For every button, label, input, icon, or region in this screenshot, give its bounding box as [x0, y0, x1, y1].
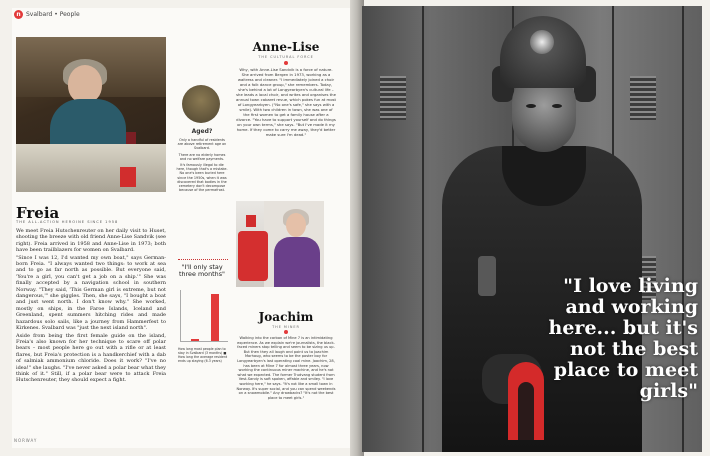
anne-lise-heading: Anne-Lise: [252, 40, 320, 54]
stay-quote: "I'll only stay three months": [179, 263, 225, 279]
joachim-article: Walking into the carbon of Mine 7 is an intimidating experience. As we explain we're journalists, the black-faced miners stop telling and seem to be sizing us up. But then they all laugh and point us to Joachim Morhaug, who seems to be the poster boy for Longyearbyen's last operating coal mine. Joachim, 28, has been at Mine 7 for almost three years, now working the continuous miner machine, and he's not what we expected. The former Trudvang student from Vest-Sandy is soft spoken, affable and smiley. "I love working here," he says. "It's not like a small town in Norway. It's super social, and you can spend weekends on a snowmobile." Any drawbacks? "It's not the best place to meet girls.": [236, 336, 336, 400]
freia-paragraph: We meet Freia Hutschenreuter on her daily visit to Huset, shooting the breeze with old friend Anne-Lise Sandvik (see right). Freia arrived in 1958 and Anne-Lise in 1973; both have been trailblazers for women on Svalbard.: [16, 228, 166, 254]
anne-lise-article: Why, with Anne-Lise Sandvik is a force of nature. She arrived from Bergen in 1973, working as a waitress and cleaner. "I immediately joined a choir and a folk dance group," she remembers. Today, she's behind a lot of Longyearbyen's cultural life – she leads a local choir, and writes and organises the annual town cabaret revue, which pokes fun at most of Longyearbyen. ("No one's safe," she says with a smile). With two children in town, she was one of the first women to get a family house after a divorce. "You have to support yourself and do things on your own terms," she says. "But I've made it my home. If they come to carry me away, they'd better make sure I'm dead.": [236, 67, 336, 137]
aged-heading: Aged?: [191, 128, 213, 135]
bullet-dot-icon: [284, 61, 288, 65]
anne-lise-photo: [236, 201, 324, 287]
aged-fact: It's famously illegal to die here, though that's a mistake. No one's been buried here since the 1950s, when it was discovered that bodies in the cemetery don't decompose because of the permafrost.: [176, 163, 228, 193]
joachim-subtitle: THE MINER: [272, 325, 300, 329]
freia-photo: [16, 37, 166, 192]
svalbard-photo-circle: [182, 85, 220, 123]
aged-fact: There are no elderly homes and no welfare payments.: [178, 152, 226, 161]
aged-fact: Only a handful of residents are above retirement age on Svalbard.: [177, 138, 227, 151]
joachim-heading: Joachim: [258, 310, 314, 324]
section-header: [14, 10, 80, 19]
divider: [178, 259, 228, 260]
headlamp-icon: [530, 30, 554, 54]
bullet-dot-icon: [284, 330, 288, 334]
freia-paragraph: Aside from being the first female guide on the island, Freia's also known for her technique to scare off polar bears – most people here go out with a rifle or at least flares, but Freia's protection is a handkerchief with a dab of salmiak ammonium chloride. Does it work? "I've no idea!" she laughs. "I've never asked a polar bear what they think of it." Still, if a polar bear were to attack Freia Hutschenreuter, they should expect a fight.: [16, 332, 166, 384]
page-footer: NORWAY: [14, 438, 38, 443]
stay-chart-caption: How long most people plan to stay in Svalbard (3 months) ■ How long the average resident ends up staying (6.3 years): [178, 347, 228, 363]
anne-lise-subtitle: THE CULTURAL FORCE: [258, 55, 314, 59]
pull-quote: "I love living and working here... but it's not the best place to meet girls": [548, 275, 698, 402]
freia-heading: Freia: [16, 204, 60, 222]
chart-bar-actual: [211, 294, 219, 341]
freia-paragraph: "Since I was 12, I'd wanted my own boat," says German-born Freia. "I always wanted two things: to work at sea and to go as far north as possible. But everyone said, 'You're a girl, you can't get a job on a ship.'" She was finally accepted by a navigation school in southern Norway. "They said, 'This German girl is extreme, but not dangerous,'" she giggles. Then, she says, "I bought a boat and just went north. I don't know why." She worked, mostly on ships, in the Faroe Islands, Iceland and Greenland, spent summers hitching rides and made hazardous solo sails, like a journey from Hammerfest to Kirkenes. Svalbard was "just the next island north".: [16, 254, 166, 332]
freia-article: [16, 228, 166, 385]
section-label: Svalbard • People: [26, 11, 80, 18]
n-logo-icon: [246, 215, 256, 227]
chart-bar-planned: [191, 339, 199, 341]
freia-subtitle: THE ALL-ACTION HEROINE SINCE 1958: [16, 220, 119, 224]
n-logo-icon: n: [14, 10, 23, 19]
right-page-photo: [362, 6, 702, 452]
n-logo-icon: [120, 167, 136, 187]
stay-chart: [180, 290, 228, 342]
aged-facts: [176, 138, 228, 194]
